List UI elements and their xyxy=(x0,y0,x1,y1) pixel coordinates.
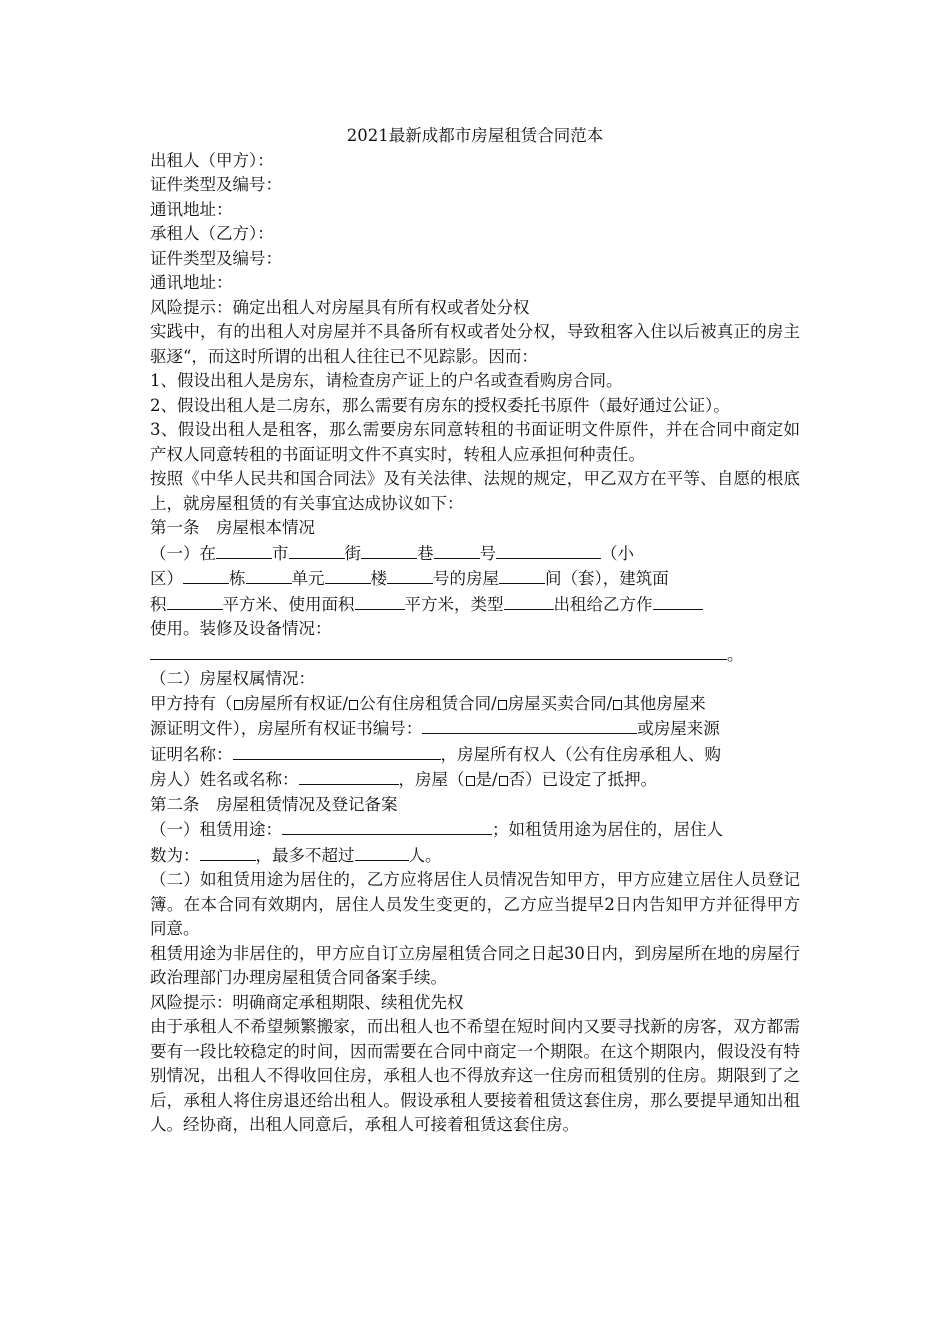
text: 是/ xyxy=(475,770,498,789)
blank-field[interactable] xyxy=(200,843,256,861)
blank-field[interactable] xyxy=(167,592,223,610)
text: （小 xyxy=(601,543,634,563)
text: 源证明文件），房屋所有权证书编号： xyxy=(150,719,423,738)
blank-field[interactable] xyxy=(434,541,480,559)
intro-paragraph: 按照《中华人民共和国合同法》及有关法律、法规的规定，甲乙双方在平等、自愿的根底上，就房屋租赁的有关事宜达成协议如下： xyxy=(150,469,800,513)
ownership-heading: （二）房屋权属情况： xyxy=(150,669,315,688)
checkbox[interactable] xyxy=(466,776,475,786)
lessee-id-label: 证件类型及编号： xyxy=(150,248,282,268)
text: ，房屋（ xyxy=(398,770,465,789)
blank-field[interactable] xyxy=(282,817,492,835)
text: 。 xyxy=(727,644,744,664)
blank-field[interactable] xyxy=(504,592,554,610)
text: 人。 xyxy=(408,845,442,865)
lessor-address-label: 通讯地址： xyxy=(150,199,233,219)
equipment-blank[interactable] xyxy=(150,642,727,660)
text: 楼 xyxy=(370,569,387,588)
purpose-line-2 xyxy=(150,843,800,869)
risk-item-1: 1、假设出租人是房东，请检查房产证上的户名或查看购房合同。 xyxy=(150,371,623,390)
blank-field[interactable] xyxy=(422,716,637,734)
text: ；如租赁用途为居住的，居住人 xyxy=(492,820,723,839)
blank-field[interactable] xyxy=(299,767,399,785)
document-title: 2021最新成都市房屋租赁合同范本 xyxy=(346,126,604,145)
text: （一）租赁用途： xyxy=(150,820,282,839)
lessor-id-label: 证件类型及编号： xyxy=(150,175,282,194)
blank-field[interactable] xyxy=(361,541,417,559)
blank-field[interactable] xyxy=(355,592,405,610)
text: 号 xyxy=(479,543,496,563)
text: 或房屋来源 xyxy=(637,719,720,738)
checkbox[interactable] xyxy=(349,700,358,710)
risk-heading-1: 风险提示：确定出租人对房屋具有所有权或者处分权 xyxy=(150,297,530,317)
ownership-line-1 xyxy=(150,692,800,717)
ownership-line-3 xyxy=(150,742,800,768)
text: 市 xyxy=(272,543,289,563)
text: （一）在 xyxy=(150,543,216,563)
lease-term-paragraph: 由于承租人不希望频繁搬家，而出租人也不希望在短时间内又要寻找新的房客，双方都需要有一段比较稳定的时间，因而需要在合同中商定一个期限。在这个期限内，假设没有特别情况，出租人不得收回住房，承租人也不得放弃这一住房而租赁别的住房。期限到了之后，承租人将住房退还给出租人。假设承租人要接着租赁这套住房，那么要提早通知出租人。经协商，出租人同意后，承租人可接着租赁这套住房。 xyxy=(150,1017,800,1134)
text: 号的房屋 xyxy=(433,569,499,588)
blank-field[interactable] xyxy=(289,541,345,559)
residence-paragraph: （二）如租赁用途为居住的，乙方应将居住人员情况告知甲方，甲方应建立居住人员登记簿。在本合同有效期内，居住人员发生变更的，乙方应当提早2日内告知甲方并征得甲方同意。 xyxy=(150,870,800,938)
address-line-2 xyxy=(150,566,800,592)
ownership-line-2 xyxy=(150,716,800,742)
text: 间（套），建筑面 xyxy=(545,569,669,588)
checkbox[interactable] xyxy=(498,700,507,710)
checkbox[interactable] xyxy=(613,700,622,710)
article-1-heading: 第一条 房屋根本情况 xyxy=(150,518,315,537)
text: 栋 xyxy=(229,569,246,588)
text: 证明名称： xyxy=(150,744,233,764)
blank-field[interactable] xyxy=(246,566,292,584)
text: 街 xyxy=(344,543,361,563)
risk-paragraph: 实践中，有的出租人对房屋并不具备所有权或者处分权，导致租客入住以后被真正的房主驱逐“，而这时所谓的出租人往往已不见踪影。因而： xyxy=(150,322,800,366)
text: 房人）姓名或名称： xyxy=(150,770,299,789)
text: 否）已设定了抵押。 xyxy=(508,770,658,789)
filing-paragraph: 租赁用途为非居住的，甲方应自订立房屋租赁合同之日起30日内，到房屋所在地的房屋行政治理部门办理房屋租赁合同备案手续。 xyxy=(150,943,800,987)
risk-item-2: 2、假设出租人是二房东，那么需要有房东的授权委托书原件（最好通过公证）。 xyxy=(150,395,730,415)
text: 巷 xyxy=(417,543,434,563)
blank-field[interactable] xyxy=(496,541,601,559)
blank-field[interactable] xyxy=(233,742,441,760)
address-line-1 xyxy=(150,541,800,567)
lessor-label: 出租人（甲方）： xyxy=(150,150,274,170)
blank-field[interactable] xyxy=(183,566,229,584)
text: 甲方持有（ xyxy=(150,693,233,713)
checkbox[interactable] xyxy=(499,776,508,786)
text: 房屋买卖合同/ xyxy=(507,693,613,713)
blank-field[interactable] xyxy=(355,843,409,861)
text: ，房屋所有权人（公有住房承租人、购 xyxy=(440,744,721,764)
blank-field[interactable] xyxy=(499,566,545,584)
risk-heading-2: 风险提示：明确商定承租期限、续租优先权 xyxy=(150,992,464,1012)
text: 房屋所有权证/ xyxy=(243,693,349,713)
blank-field[interactable] xyxy=(216,541,272,559)
lessee-address-label: 通讯地址： xyxy=(150,273,233,292)
text: ，最多不超过 xyxy=(255,845,355,865)
checkbox[interactable] xyxy=(234,700,243,710)
text: 出租给乙方作 xyxy=(553,594,653,614)
blank-field[interactable] xyxy=(387,566,433,584)
text: 单元 xyxy=(291,569,325,588)
lessee-label: 承租人（乙方）： xyxy=(150,224,274,243)
equipment-line xyxy=(150,642,800,668)
usage-line: 使用。装修及设备情况： xyxy=(150,619,332,638)
text: 数为： xyxy=(150,845,200,865)
text: 积 xyxy=(150,594,167,614)
text: 其他房屋来 xyxy=(623,693,706,713)
risk-item-3: 3、假设出租人是租客，那么需要房东同意转租的书面证明文件原件，并在合同中商定如产权人同意转租的书面证明文件不真实时，转租人应承担何种责任。 xyxy=(150,420,800,464)
blank-field[interactable] xyxy=(653,592,703,610)
address-line-3 xyxy=(150,592,800,618)
purpose-line-1 xyxy=(150,817,800,843)
text: 平方米、使用面积 xyxy=(222,594,355,614)
blank-field[interactable] xyxy=(325,566,371,584)
text: 区） xyxy=(150,569,183,588)
text: 平方米，类型 xyxy=(404,594,504,614)
document-page xyxy=(150,124,800,1138)
text: 公有住房租赁合同/ xyxy=(359,693,497,713)
article-2-heading: 第二条 房屋租赁情况及登记备案 xyxy=(150,794,398,814)
ownership-line-4 xyxy=(150,767,800,793)
